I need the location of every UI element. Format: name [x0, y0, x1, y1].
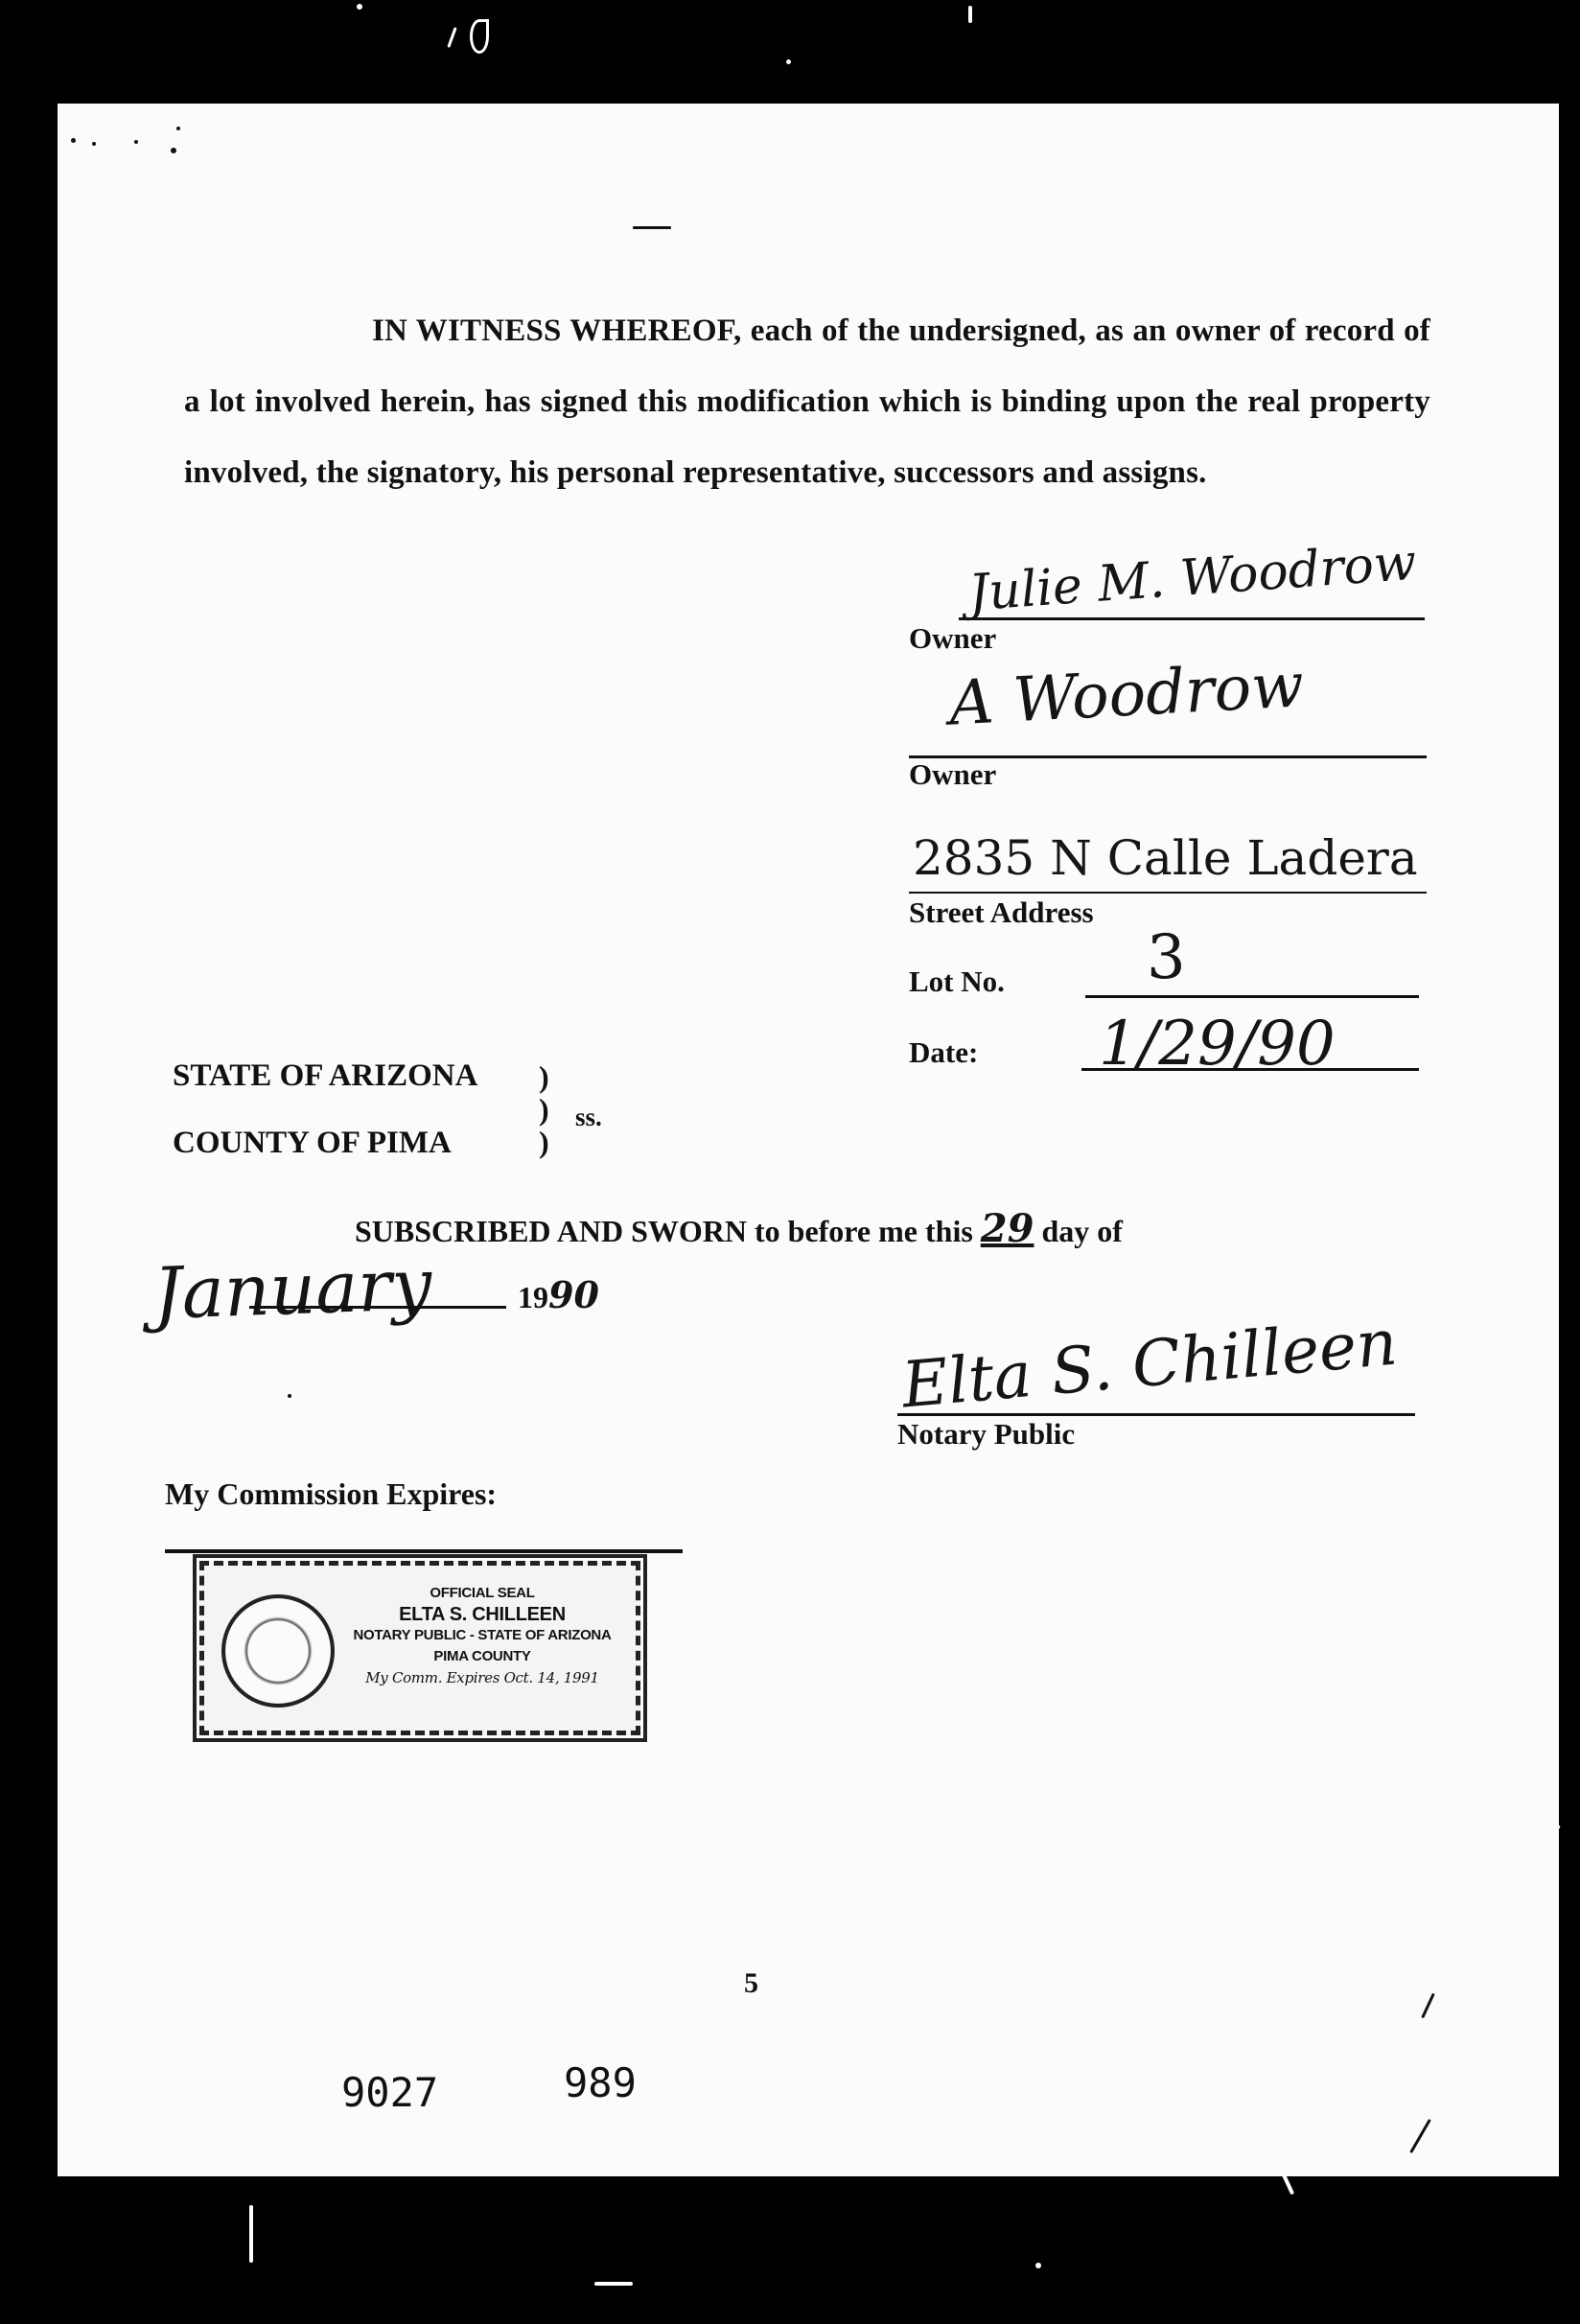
commission-label: My Commission Expires: — [165, 1476, 498, 1511]
notary-signature-line — [897, 1413, 1415, 1416]
street-address-label: Street Address — [909, 895, 1094, 929]
scan-speck — [71, 138, 76, 143]
stamp-line3: NOTARY PUBLIC - STATE OF ARIZONA — [353, 1627, 612, 1643]
stamp-line5: My Comm. Expires Oct. 14, 1991 — [365, 1669, 599, 1686]
scan-speck — [1409, 2119, 1431, 2153]
jurat-text-after: day of — [1041, 1214, 1123, 1248]
owner1-signature: Julie M. Woodrow — [966, 533, 1419, 623]
date-value: 1/29/90 — [1099, 1009, 1336, 1080]
commission-line — [165, 1549, 683, 1553]
jurat-text-before: SUBSCRIBED AND SWORN to before me this — [355, 1214, 973, 1248]
lot-label: Lot No. — [909, 964, 1005, 998]
jurat-day-value: 29 — [980, 1206, 1034, 1251]
jurat-year — [518, 1273, 599, 1316]
scan-speck — [1035, 2263, 1041, 2268]
notary-label: Notary Public — [897, 1417, 1076, 1451]
street-address-value: 2835 N Calle Ladera — [913, 830, 1418, 886]
witness-paragraph-text: IN WITNESS WHEREOF, each of the undersigned, as an owner of record of a lot involved herein, has signed this modification which is binding upon the real property involved, the signatory, his personal representative, successors and assigns. — [184, 314, 1430, 490]
scan-speck — [134, 140, 138, 144]
stamp-line2: ELTA S. CHILLEEN — [399, 1604, 566, 1625]
stamp-line4: PIMA COUNTY — [433, 1648, 531, 1664]
witness-paragraph — [184, 295, 1430, 508]
date-label: Date: — [909, 1035, 979, 1069]
notary-stamp — [199, 1561, 640, 1735]
jurat-month-line — [249, 1306, 506, 1309]
jurat-year-prefix: 19 — [518, 1280, 548, 1314]
page-number: 5 — [744, 1967, 758, 1999]
venue-brackets: ) ) ) — [539, 1059, 549, 1159]
document-page — [58, 104, 1559, 2176]
lot-line — [1085, 995, 1419, 998]
scan-speck — [288, 1394, 291, 1398]
document-number-2: 989 — [564, 2059, 637, 2106]
scan-speck — [968, 6, 972, 23]
owner1-label: Owner — [909, 621, 997, 655]
stamp-line1: OFFICIAL SEAL — [430, 1585, 535, 1601]
scan-speck — [470, 19, 489, 54]
scan-speck — [633, 226, 671, 229]
date-line — [1081, 1068, 1419, 1071]
street-address-line — [909, 892, 1427, 894]
notary-signature: Elta S. Chilleen — [898, 1305, 1401, 1423]
scan-speck — [92, 142, 96, 146]
scan-speck — [786, 59, 791, 64]
scan-speck — [176, 127, 180, 130]
owner2-signature: A Woodrow — [947, 650, 1306, 740]
notary-seal-icon — [221, 1594, 335, 1708]
lot-value: 3 — [1147, 922, 1186, 993]
jurat-text — [355, 1206, 1123, 1251]
jurat-month-value: January — [151, 1243, 433, 1336]
scan-speck — [1421, 1993, 1435, 2019]
document-number-1: 9027 — [341, 2069, 439, 2116]
notary-stamp-text — [338, 1583, 626, 1688]
venue-state: STATE OF ARIZONA — [173, 1058, 478, 1093]
venue-county: COUNTY OF PIMA — [173, 1126, 452, 1160]
venue-ss: ss. — [575, 1103, 602, 1131]
scan-speck — [594, 2282, 633, 2286]
owner1-signature-line — [959, 617, 1425, 620]
scan-speck — [249, 2205, 253, 2263]
jurat-year-suffix: 90 — [548, 1273, 599, 1316]
owner2-label: Owner — [909, 757, 997, 791]
scan-speck — [171, 148, 176, 153]
scan-speck — [357, 4, 362, 10]
